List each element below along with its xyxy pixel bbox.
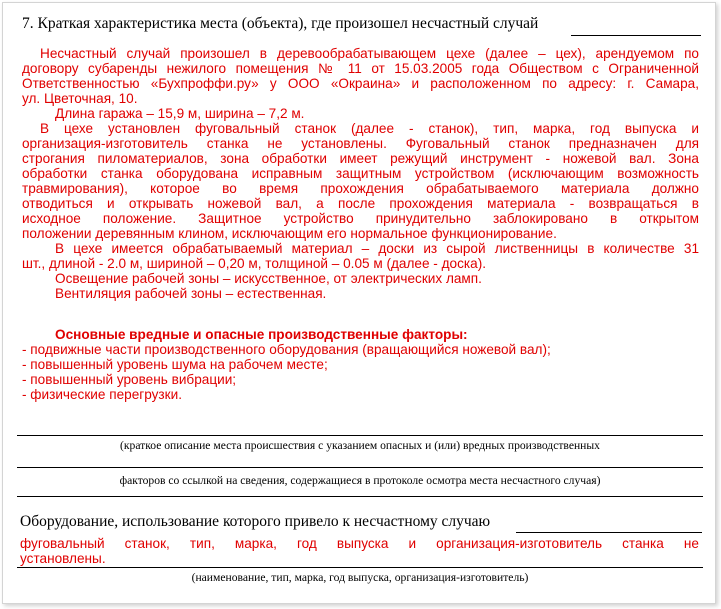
blank-line-1 [17, 435, 703, 436]
paragraph2-line-1: В цехе установлен фуговальный станок (далее - станок), тип, марка, год выпуска и [40, 121, 699, 136]
factor-item-4: - физические перегрузки. [22, 387, 182, 402]
factors-heading: Основные вредные и опасные производственные факторы: [55, 327, 468, 342]
paragraph2-line-3: строгания пиломатериалов, зона обработки имеет режущий инструмент - ножевой вал. Зона [22, 151, 699, 166]
paragraph2-line-2: организация-изготовитель станка не установлены. Фуговальный станок предназначен для [22, 136, 699, 151]
section7-title: 7. Краткая характеристика места (объекта), где произошел несчастный случай [22, 15, 539, 32]
equipment-title: Оборудование, использование которого привело к несчастному случаю [20, 513, 491, 530]
blank-line-3 [17, 496, 703, 497]
paragraph2-line-5: травмирования), которое во время прохождения обрабатываемого материала должно [22, 181, 699, 196]
paragraph2-line-4: обработки станка оборудована исправным защитным устройством (исключающим возможность [22, 166, 699, 181]
paragraph1-line-2: договору субаренды нежилого помещения № 11 от 15.03.2005 года Обществом с Ограниченной [22, 61, 699, 76]
paragraph1-line-1: Несчастный случай произошел в деревообрабатывающем цехе (далее – цех), арендуемом по [40, 46, 699, 61]
act-form-sheet [2, 2, 716, 604]
factor-item-2: - повышенный уровень шума на рабочем месте; [22, 357, 328, 372]
equipment-fill-line [516, 532, 702, 533]
caption-equipment: (наименование, тип, марка, год выпуска, организация-изготовитель) [191, 571, 529, 584]
paragraph3-line-1: В цехе имеется обрабатываемый материал – доски из сырой лиственницы в количестве 31 [55, 241, 699, 256]
factor-item-3: - повышенный уровень вибрации; [22, 372, 237, 387]
paragraph2-line-8: положении деревянным клином, исключающим его нормальное функционирование. [22, 226, 557, 241]
paragraph1-line-4: ул. Цветочная, 10. [22, 91, 138, 106]
paragraph2-line-6: отводиться и открывать ножевой вал, а после прохождения материала - возвращаться в [22, 196, 699, 211]
paragraph1-line-3: Ответственностью «Бухпроффи.ру» у ООО «Окраина» и расположенном по адресу: г. Самара, [22, 76, 699, 91]
blank-line-4 [17, 567, 703, 568]
equipment-text-line-1: фуговальный станок, тип, марка, год выпуска и организация-изготовитель станка не [20, 536, 699, 551]
paragraph3-line-2: шт., длиной - 2.0 м, шириной – 0,20 м, толщиной – 0.05 м (далее - доска). [22, 256, 487, 271]
factor-item-1: - подвижные части производственного оборудования (вращающийся ножевой вал); [22, 342, 551, 357]
caption-place-description: (краткое описание места происшествия с указанием опасных и (или) вредных производственных [120, 439, 600, 452]
paragraph2-line-7: исходное положение. Защитное устройство принудительно заблокировано в открытом [22, 211, 699, 226]
ventilation-line: Вентиляция рабочей зоны – естественная. [55, 286, 327, 301]
garage-size: Длина гаража – 15,9 м, ширина – 7,2 м. [55, 106, 305, 121]
lighting-line: Освещение рабочей зоны – искусственное, от электрических ламп. [55, 271, 482, 286]
blank-line-2 [17, 467, 703, 468]
caption-inspection-reference: факторов со ссылкой на сведения, содержащиеся в протоколе осмотра места несчастного случая) [119, 474, 601, 487]
equipment-text-line-2: установлены. [20, 551, 106, 566]
title-fill-line [571, 35, 701, 36]
